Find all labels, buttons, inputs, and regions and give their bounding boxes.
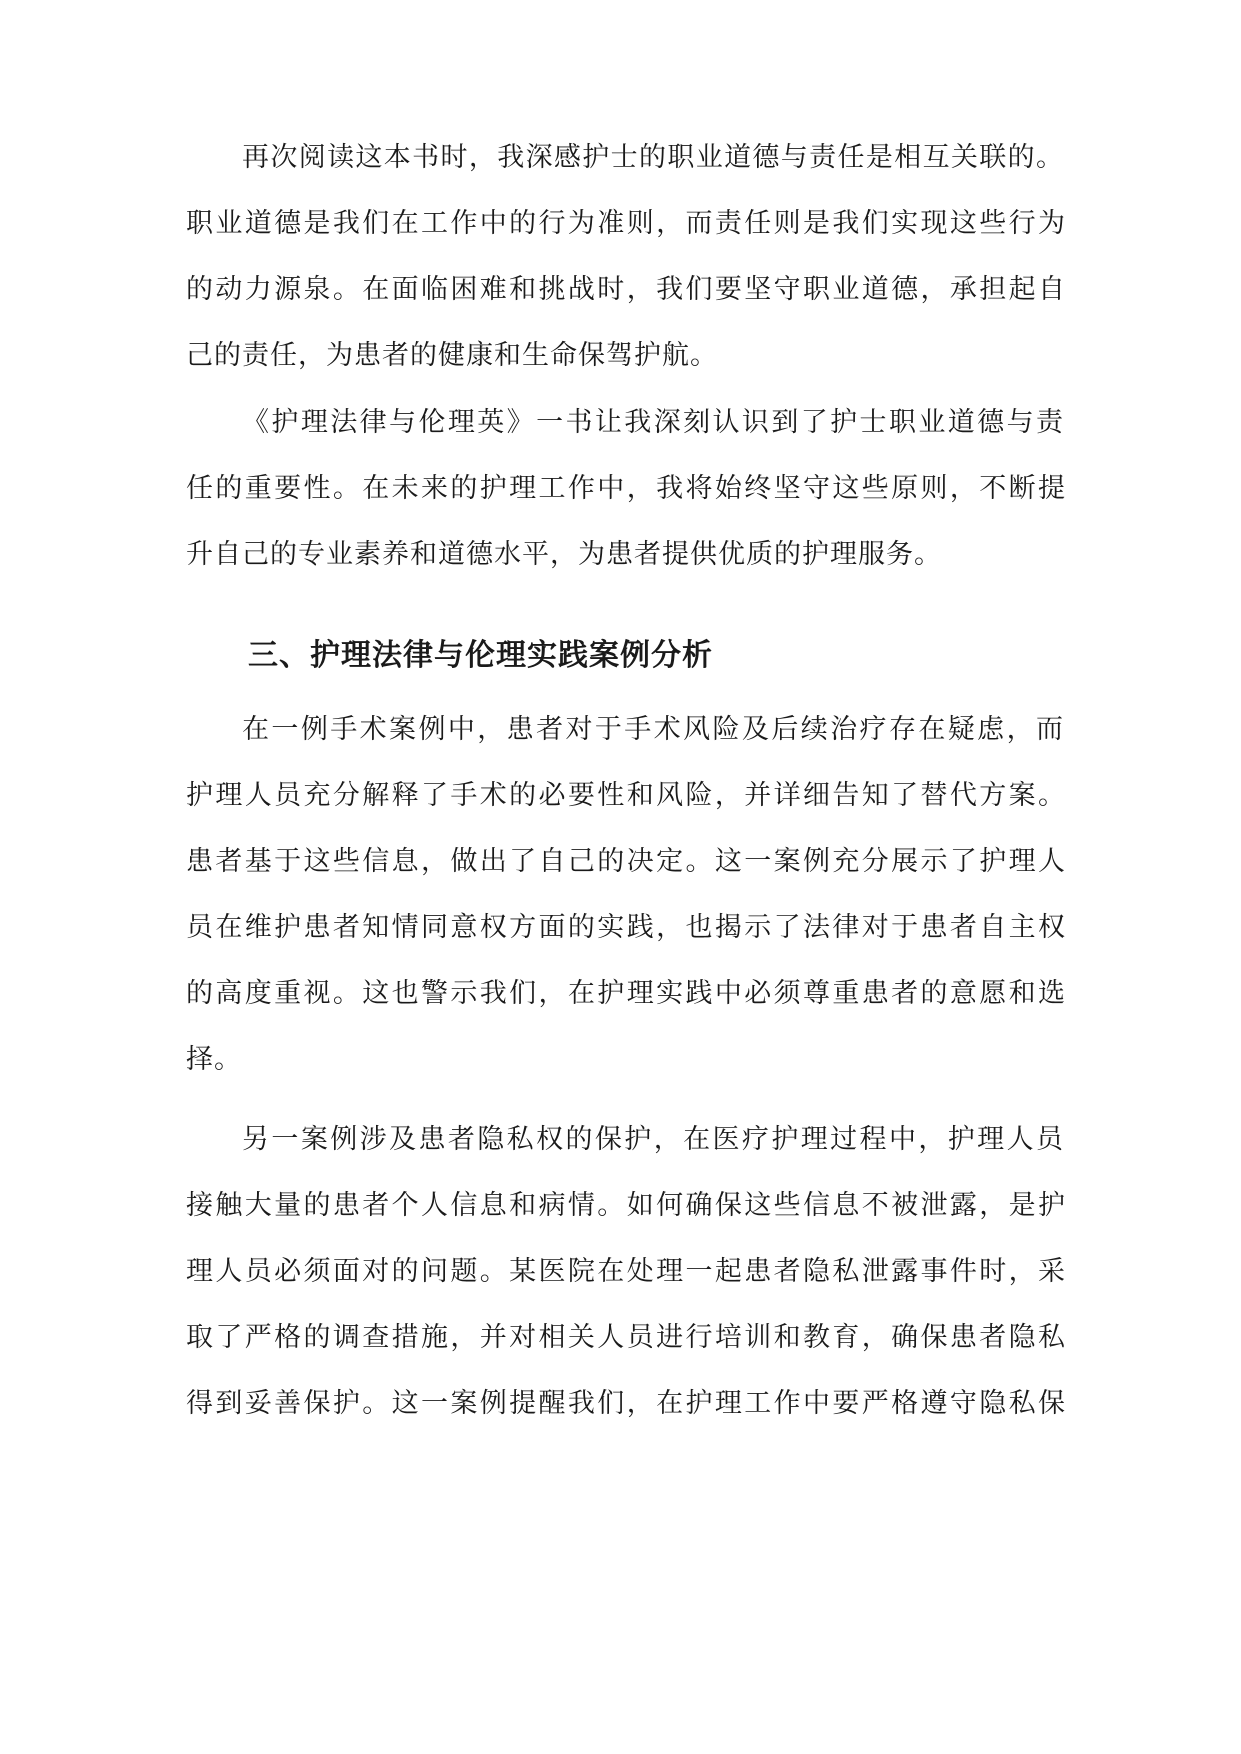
- paragraph-3-line-5: 的高度重视。这也警示我们，在护理实践中必须尊重患者的意愿和选: [186, 978, 1066, 1009]
- paragraph-4-line-1: 另一案例涉及患者隐私权的保护，在医疗护理过程中，护理人员: [242, 1124, 1064, 1155]
- paragraph-1-line-3: 的动力源泉。在面临困难和挑战时，我们要坚守职业道德，承担起自: [186, 274, 1066, 305]
- paragraph-2-line-1: 《护理法律与伦理英》一书让我深刻认识到了护士职业道德与责: [242, 407, 1064, 438]
- paragraph-3-line-2: 护理人员充分解释了手术的必要性和风险，并详细告知了替代方案。: [186, 780, 1066, 811]
- paragraph-4-line-4: 取了严格的调查措施，并对相关人员进行培训和教育，确保患者隐私: [186, 1322, 1066, 1353]
- paragraph-1-line-1: 再次阅读这本书时，我深感护士的职业道德与责任是相互关联的。: [242, 142, 1064, 173]
- paragraph-4-line-2: 接触大量的患者个人信息和病情。如何确保这些信息不被泄露，是护: [186, 1190, 1066, 1221]
- paragraph-3-line-6: 择。: [186, 1044, 242, 1075]
- paragraph-2-line-2: 任的重要性。在未来的护理工作中，我将始终坚守这些原则，不断提: [186, 473, 1066, 504]
- paragraph-1-line-4: 己的责任，为患者的健康和生命保驾护航。: [186, 340, 718, 371]
- paragraph-2-line-3: 升自己的专业素养和道德水平，为患者提供优质的护理服务。: [186, 539, 942, 570]
- paragraph-4-line-5: 得到妥善保护。这一案例提醒我们，在护理工作中要严格遵守隐私保: [186, 1388, 1066, 1419]
- paragraph-3-line-4: 员在维护患者知情同意权方面的实践，也揭示了法律对于患者自主权: [186, 912, 1066, 943]
- section-heading: 三、护理法律与伦理实践案例分析: [248, 638, 713, 673]
- paragraph-3-line-3: 患者基于这些信息，做出了自己的决定。这一案例充分展示了护理人: [186, 846, 1066, 877]
- paragraph-1-line-2: 职业道德是我们在工作中的行为准则，而责任则是我们实现这些行为: [186, 208, 1066, 239]
- paragraph-3-line-1: 在一例手术案例中，患者对于手术风险及后续治疗存在疑虑，而: [242, 714, 1064, 745]
- paragraph-4-line-3: 理人员必须面对的问题。某医院在处理一起患者隐私泄露事件时，采: [186, 1256, 1066, 1287]
